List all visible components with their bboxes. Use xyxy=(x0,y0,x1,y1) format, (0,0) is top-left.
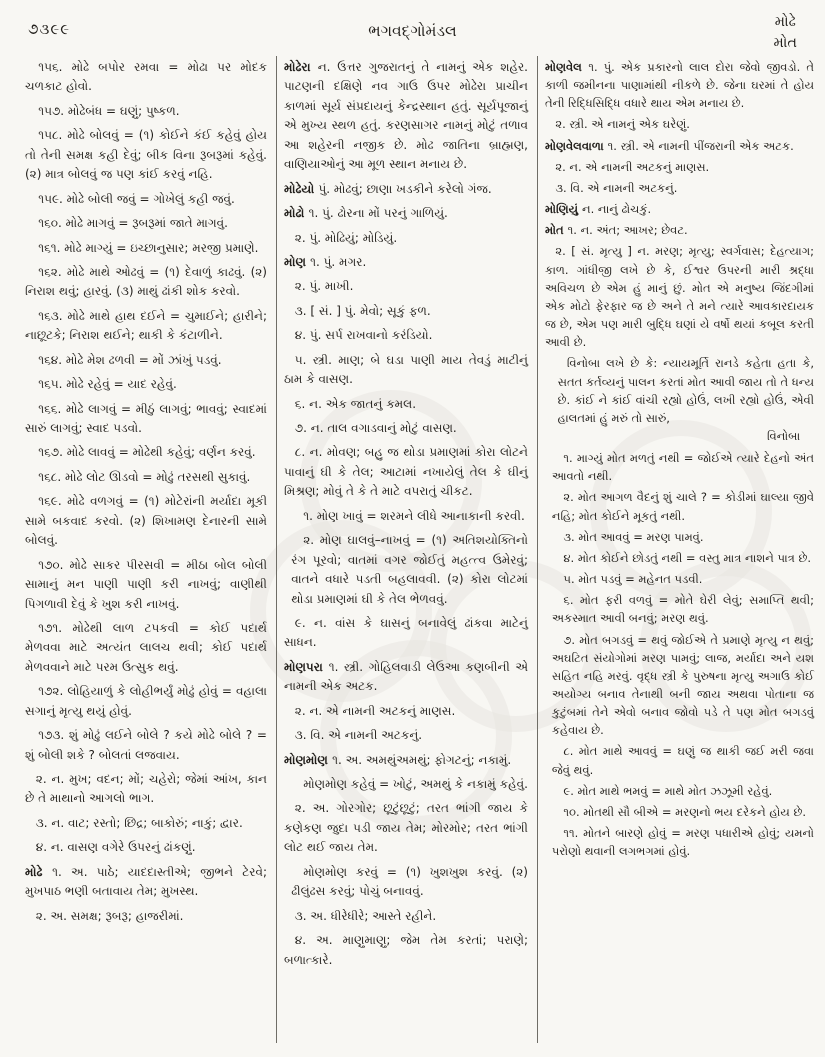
dict-entry: ૮. ન. મોવણ; બહુ જ થોડા પ્રમાણમાં કોરા લોટને પાવાનું ઘી કે તેલ; આટામાં નખાયેલું તેલ કે ઘીનું મિશ્રણ; મોવું તે કે તે માટે વપરાતું ચીકટ. xyxy=(284,445,528,499)
dict-entry: મોઢો ૧. પું. ઢોરના મોં પરનું ગાળિયું. xyxy=(284,206,448,221)
dict-entry: ૧૫૭. મોઢેબંધ = ઘણું; પુષ્કળ. xyxy=(38,103,180,118)
column-2 xyxy=(276,56,538,1043)
dict-entry: ૨. પું. મોઢિયું; મોડિયું. xyxy=(294,230,398,245)
dict-entry: ૩. મોત આવવું = મરણ પામવું. xyxy=(563,529,704,544)
dict-entry: ૫. મોત પડવું = મહેનત પડવી. xyxy=(563,572,703,587)
dict-entry: ૩. વિ. એ નામની અટકનું. xyxy=(294,728,423,743)
headword: મોત xyxy=(545,223,568,238)
headword: મોઢેયો xyxy=(284,181,319,196)
dict-entry: મોઢેરા ન. ઉત્તર ગુજરાતનું તે નામનું એક શહેર. પાટણની દક્ષિણે નવ ગાઉ ઉપર મોઢેરા પ્રાચીન કાળમાં સૂર્ય સંપ્રદાયનું કેન્દ્રસ્થાન હતું. સૂર્યપૂજાનું એ મુખ્ય સ્થળ હતું. કરણસાગર નામનું મોટું તળાવ આ શહેરની નજીક છે. મોઢ જાતિના બ્રાહ્મણ, વાણિયાઓનું આ મૂળ સ્થાન મનાય છે. xyxy=(284,60,528,172)
dict-entry: ૧૬૭. મોઢે લાવવું = મોઢેથી કહેવું; વર્ણન કરવું. xyxy=(38,445,256,460)
dict-entry: ૫. સ્ત્રી. માણ; બે ઘડા પાણી માય તેવડું માટીનું ઠામ કે વાસણ. xyxy=(284,352,528,387)
dict-entry: મોણ ૧. પું. મગર. xyxy=(284,254,367,269)
dict-entry: મોણપરા ૧. સ્ત્રી. ગોહિલવાડી લેઉઆ કણબીની એ નામની એક અટક. xyxy=(284,659,529,694)
dict-entry: ૮. મોત માથે આવવું = ઘણું જ થાકી જઈ મરી જવા જેવું થવું. xyxy=(551,744,814,777)
dict-entry: ૪. અ. માણુમાણુ; જેમ તેમ કરતાં; પરાણે; બળાત્કારે. xyxy=(284,933,528,967)
dict-entry: ૧૭૩. શું મોઢું લઈને બોલે ? કયે મોઢે બોલે ? = શું બોલી શકે ? બોલતાં લજવાય. xyxy=(25,728,267,762)
dict-entry: ૨. ન. એ નામની અટકનું માણસ. xyxy=(294,703,456,718)
dict-entry: મોણમોણ ૧. અ. અમથુંઅમથું; ફોગટનું; નકામું. xyxy=(284,752,512,767)
dict-entry: ૩. [ સં. ] પું. મેવો; સૂકું ફળ. xyxy=(294,303,431,318)
dict-entry: ૬. ન. એક જાતનું કમલ. xyxy=(294,396,417,411)
dict-entry: ૧૬૬. મોઢે લાગવું = મીઠું લાગવું; ભાવવું; સ્વાદમાં સારું લાગવું; સ્વાદ પડવો. xyxy=(25,401,267,435)
dict-entry: ૧૧. મોતને બારણે હોવું = મરણ પધારીએ હોવું; યમનો પરોણો થવાની લગભગમાં હોવું. xyxy=(551,826,814,859)
dict-entry: ૧૬૪. મોઢે મેશ ઢળવી = મોં ઝાંખું પડવું. xyxy=(38,352,222,367)
dict-entry: વિનોબા લખે છે કે: ન્યાયમૂર્તિ રાનડે કહેતા હતા કે, સતત કર્તવ્યનું પાલન કરતાં મોત આવી જાય તો તે ધન્ય છે. કાંઈ ને કાંઈ વાંચી રહ્યો હોઉં, લખી રહ્યો હોઉં, એવી હાલતમાં હું મરું તો સારું, xyxy=(557,356,814,425)
dict-entry: ૧૬૫. મોઢે રહેવું = યાદ રહેવું. xyxy=(38,377,177,392)
dict-entry: મોણમોણ કહેવું = ખોટું, અમથું કે નકામું કહેવું. xyxy=(303,777,528,791)
dict-entry: ૩. વિ. એ નામની અટકનું. xyxy=(555,180,678,195)
book-title: ભગવદ્ગોમંડલ xyxy=(368,22,457,40)
dict-entry: ૨. ન. એ નામની અટકનું માણસ. xyxy=(555,159,710,174)
dict-entry: ૨. સ્ત્રી. એ નામનું એક ઘરેણું. xyxy=(555,117,690,132)
dict-entry: મોણિયું ન. નાનું ઢોચકું. xyxy=(545,202,652,217)
dict-entry: ૧૬૯. મોઢે વળગવું = (૧) મોટેરાંની મર્યાદા મૂકી સામે બકવાદ કરવો. (૨) શિખામણ દેનારની સામે બોલવું. xyxy=(25,494,267,548)
column-1 xyxy=(18,56,276,1043)
column-3 xyxy=(538,56,823,1043)
dict-entry: ૨. ન. મુખ; વદન; મોં; ચહેરો; જેમાં આંખ, કાન છે તે માથાનો આગલો ભાગ. xyxy=(25,772,267,806)
dict-entry: ૭. મોત બગડવું = થવું જોઈએ તે પ્રમાણે મૃત્યુ ન થવું; અઘટિત સંયોગોમાં મરણ પામવું; લાજ, મર્યાદા અને યશ સહિત નહિ મરવું. વૃદ્ધ સ્ત્રી કે પુરુષના મૃત્યુ અગાઉ કોઈ અયોગ્ય બનાવ તેનાથી બની જાય અથવા પોતાના જ કુટુંબમાં તેને એવો બનાવ જોવો પડે તે પણ મોત બગડવું કહેવાય છે. xyxy=(551,632,814,738)
keyword-top: મોઢે xyxy=(774,14,796,30)
dict-entry: ૧૫૯. મોઢે બોલી જવું = ગોખેલું કહી જવું. xyxy=(38,191,235,206)
dict-entry: વિનોબા xyxy=(766,428,801,443)
headword: મોણપરા xyxy=(284,659,329,674)
headword: મોઢે xyxy=(25,864,53,879)
keyword-bottom: મોત xyxy=(773,35,797,52)
dict-entry: ૩. અ. ધીરેધીરે; આસ્તે રહીને. xyxy=(294,908,437,923)
dict-entry: ૧૬૦. મોઢે માગવું = રૂબરૂમાં જાતે માગવું. xyxy=(38,216,228,231)
page-number: ૭૩૯૯ xyxy=(28,20,71,38)
dict-entry: ૯. મોત માથે ભમવું = માથે મોત ઝઝૂમી રહેવું. xyxy=(563,783,773,798)
dict-entry: ૨. મોત આગળ વૈદનું શું ચાલે ? = કોડીમાં ઘાલ્યા જીવે નહિ; મોત કોઈને મૂકતું નથી. xyxy=(551,490,814,523)
dict-entry: ૧૫૬. મોઢે બપોર રમવા = મોઢા પર મોદક ચળકાટ હોવો. xyxy=(25,60,267,94)
dict-entry: ૧. માગ્યું મોત મળતું નથી = જોઈએ ત્યારે દેહનો અંત આવતો નથી. xyxy=(551,451,814,484)
dict-entry: ૧૦. મોતથી સૌ બીએ = મરણનો ભય દરેકને હોય છે. xyxy=(563,804,807,819)
dict-entry: ૧૫૮. મોઢે બોલવું = (૧) કોઈને કંઈ કહેવું હોય તો તેની સમક્ષ કહી દેવું; બીક વિના રૂબરૂમાં કહેવું. (૨) માત્ર બોલવું જ પણ કાંઈ કરવું નહિ. xyxy=(25,128,267,182)
dict-entry: ૨. અ. ગોરગોર; છૂટુંછૂટું; તરત ભાંગી જાય કે કણેકણ જુદા પડી જાય તેમ; મોરમોર; તરત ભાંગી લોટ થઈ જાય તેમ. xyxy=(284,801,528,855)
headword: મોઢો xyxy=(284,206,309,221)
dict-entry: મોણવેલ ૧. પું. એક પ્રકારનો લાલ દોરા જેવો જીવડો. તે કાળી જમીનના પાણામાંથી નીકળે છે. જેના ઘરમાં તે હોય તેની રિદ્ધિસિદ્ધિ વધારે થાય એમ મનાય છે. xyxy=(545,60,814,111)
dict-entry: ૪. ન. વાસણ વગેરે ઉપરનું ઢાંકણું. xyxy=(35,840,196,855)
dict-entry: ૨. અ. સમક્ષ; રૂબરૂ; હાજરીમાં. xyxy=(35,908,184,923)
dict-entry: મોણમોણ કરવું = (૧) ખુશખુશ કરવું. (૨) ઢીલુંઢસ કરવું; પોચું બનાવવું. xyxy=(291,864,528,899)
dict-entry: મોણવેલવાળા ૧. સ્ત્રી. એ નામની પીંજરાની એક અટક. xyxy=(545,138,794,153)
dict-entry: ૧૭૧. મોઢેથી લાળ ટપકવી = કોઈ પદાર્થ મેળવવા માટે અત્યંત લાલચ થવી; કોઈ પદાર્થ મેળવવાને માટે પરમ ઉત્સુક થવું. xyxy=(25,620,267,674)
dict-entry: ૧૬૨. મોઢે માથે ઓઢવું = (૧) દેવાળું કાઢવું. (૨) નિરાશ થવું; હારવું. (૩) માથું ઢાંકી શોક કરવો. xyxy=(25,264,267,299)
dict-entry: મોઢેયો પું. મોઢવું; છાણા ખડકીને કરેલો ગંજ. xyxy=(284,181,492,196)
headword: મોઢેરા xyxy=(284,60,318,74)
dict-entry: ૧૬૮. મોઢે લોટ ઊડવો = મોઢું તરસથી સુકાવું. xyxy=(38,469,251,484)
dict-entry: ૧. મોણ ખાવું = શરમને લીધે આનાકાની કરવી. xyxy=(303,508,525,523)
dict-entry: ૯. ન. વાંસ કે ઘાસનું બનાવેલું ઢાંકવા માટેનું સાધન. xyxy=(284,615,528,650)
page-header xyxy=(0,12,825,56)
dict-entry: ૧૭૦. મોઢે સાકર પીરસવી = મીઠા બોલ બોલી સામાનું મન પાણી પાણી કરી નાખવું; વાણીથી પિગળાવી દેવું કે ખુશ કરી નાખવું. xyxy=(25,557,267,611)
headword: મોણવેલવાળા xyxy=(545,138,608,153)
dict-entry: ૬. મોત ફરી વળવું = મોતે ઘેરી લેવું; સમાપ્તિ થવી; અકસ્માત આવી બનવું; મરણ થવું. xyxy=(551,593,814,626)
dict-entry: ૭. ન. તાલ વગાડવાનું મોટું વાસણ. xyxy=(294,421,457,435)
headword: મોણ xyxy=(284,254,311,269)
dict-entry: મોઢે ૧. અ. પાઠે; યાદદાસ્તીએ; જીભને ટેરવે; મુખપાઠ ભણી બતાવાય તેમ; મુખસ્થ. xyxy=(25,864,267,899)
text-columns xyxy=(18,56,823,1043)
dict-entry: ૩. ન. વાટ; રસ્તો; છિદ્ર; બાકોરું; નાકું; દ્વાર. xyxy=(35,815,243,830)
headword: મોણવેલ xyxy=(545,60,589,74)
running-keywords xyxy=(774,12,797,54)
dict-entry: ૨. પું. માખી. xyxy=(294,279,354,294)
headword: મોણમોણ xyxy=(284,752,333,767)
dict-entry: ૧૭૨. લોહિયાળું કે લોહીભર્યું મોઢું હોવું = વહાલા સગાનું મૃત્યુ થયું હોવું. xyxy=(25,684,267,718)
dict-entry: ૨. [ સં. મૃત્યુ ] ન. મરણ; મૃત્યુ; સ્વર્ગવાસ; દેહત્યાગ; કાળ. ગાંધીજી લખે છે કે, ઈશ્વર ઉપરની મારી શ્રદ્ધા અવિચળ છે એમ હું માનું છું. મોત એ મનુષ્ય જિંદગીમાં એક મોટો ફેરફાર જ છે અને તે મને ત્યારે આવકારદાયક જ છે, એમ પણ મારી બુદ્ધિ ઘણાં યે વર્ષો થયાં કબૂલ કરતી આવી છે. xyxy=(545,244,814,350)
dict-entry: મોત ૧. ન. અંત; આખર; છેવટ. xyxy=(545,223,688,238)
dict-entry: ૧૬૧. મોઢે માગ્યું = ઇચ્છાનુસાર; મરજી પ્રમાણે. xyxy=(38,240,259,255)
dict-entry: ૪. પું. સર્પ રાખવાનો કરંડિયો. xyxy=(294,328,433,343)
dict-entry: ૨. મોણ ઘાલવું–નાખવું = (૧) અતિશયોક્તિનો રંગ પૂરવો; વાતમાં વગર જોઈતું મહત્ત્વ ઉમેરવું; વાતને વધારે પડતી બહલાવવી. (૨) કોરા લોટમાં થોડા પ્રમાણમાં ઘી કે તેલ ભેળવવું. xyxy=(291,533,528,606)
dict-entry: ૪. મોત કોઈને છોડતું નથી = વસ્તુ માત્ર નાશને પાત્ર છે. xyxy=(563,550,812,565)
dict-entry: ૧૬૩. મોઢે માથે હાથ દઈને = ચુમાઈને; હારીને; નાછૂટકે; નિરાશ થઈને; થાકી કે કંટાળીને. xyxy=(25,308,267,343)
headword: મોણિયું xyxy=(545,202,583,217)
